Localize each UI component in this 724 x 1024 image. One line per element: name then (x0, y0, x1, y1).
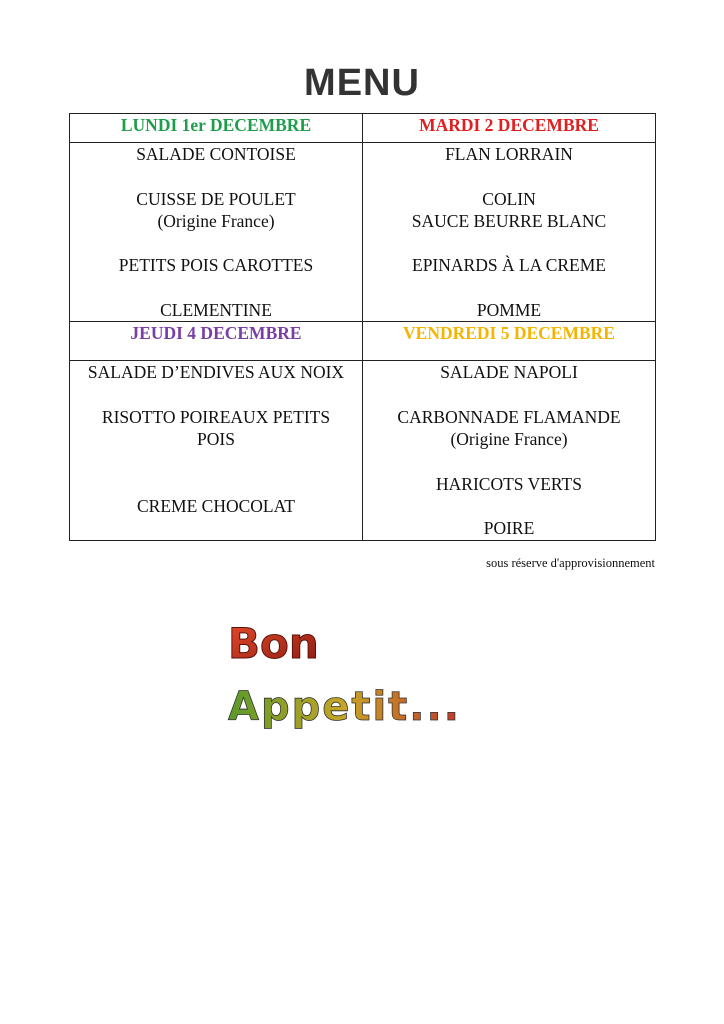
dish: RISOTTO POIREAUX PETITS (101, 406, 331, 427)
dish: CARBONNADE FLAMANDE (397, 406, 621, 427)
dish: SALADE CONTOISE (136, 144, 296, 164)
page-title: MENU (304, 62, 420, 104)
header-row-2 (70, 322, 656, 361)
dish: POIS (197, 429, 235, 450)
logo-line-appetit: Appetit... (228, 684, 461, 730)
logo-line-bon: Bon (228, 619, 319, 668)
dish: SALADE D’ENDIVES AUX NOIX (87, 362, 345, 383)
day-cell-tuesday (363, 143, 656, 322)
day-header-tuesday: MARDI 2 DECEMBRE (363, 114, 656, 143)
day-header-friday: VENDREDI 5 DECEMBRE (363, 322, 656, 361)
menu-row-2 (70, 361, 656, 540)
day-cell-monday (70, 143, 363, 322)
day-cell-friday (363, 361, 656, 540)
header-row-1 (70, 114, 656, 143)
dish: CREME CHOCOLAT (137, 496, 295, 517)
dish-origin: (Origine France) (450, 429, 568, 450)
day-cell-thursday (70, 361, 363, 540)
day-header-thursday: JEUDI 4 DECEMBRE (70, 322, 363, 361)
menu-row-1 (70, 143, 656, 322)
menu-table (69, 113, 656, 541)
dish: POMME (476, 300, 542, 321)
dish: COLIN (482, 188, 536, 209)
dish: CLEMENTINE (160, 300, 272, 321)
dish: SAUCE BEURRE BLANC (411, 210, 607, 231)
supply-note: sous réserve d'approvisionnement (486, 556, 655, 570)
dish: POIRE (483, 518, 535, 539)
dish: EPINARDS À LA CREME (412, 255, 606, 276)
bon-appetit-logo (222, 612, 472, 732)
dish: CUISSE DE POULET (136, 188, 296, 209)
dish: PETITS POIS CAROTTES (118, 255, 314, 276)
dish: HARICOTS VERTS (436, 473, 582, 494)
day-header-monday: LUNDI 1er DECEMBRE (70, 114, 363, 143)
dish-origin: (Origine France) (157, 210, 275, 231)
dish: SALADE NAPOLI (440, 362, 578, 383)
dish: FLAN LORRAIN (445, 144, 573, 164)
